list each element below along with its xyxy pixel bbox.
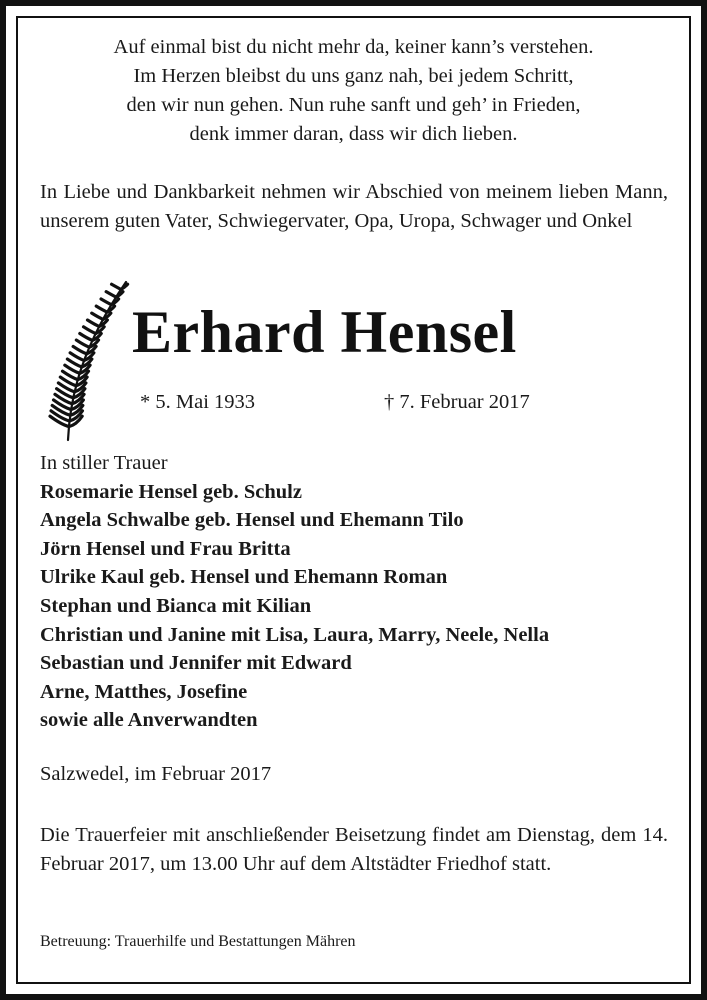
mourner-line: Arne, Matthes, Josefine bbox=[40, 680, 248, 703]
funeral-notice: Die Trauerfeier mit anschließender Beisetzung findet am Dienstag, dem 14. Februar 2017, um 13.00 Uhr auf dem Altstädter Friedhof statt. bbox=[40, 824, 668, 875]
palm-leaflet bbox=[84, 327, 96, 334]
poem bbox=[30, 33, 677, 149]
palm-leaflet bbox=[76, 340, 89, 347]
palm-frond-icon bbox=[40, 276, 136, 444]
poem-line: Im Herzen bleibst du uns ganz nah, bei jedem Schritt, bbox=[133, 65, 574, 87]
mourners-heading: In stiller Trauer bbox=[40, 452, 168, 474]
death-date: † 7. Februar 2017 bbox=[384, 391, 530, 413]
palm-leaflet bbox=[88, 320, 100, 326]
mourner-line: Rosemarie Hensel geb. Schulz bbox=[40, 480, 302, 503]
palm-leaflet bbox=[80, 333, 93, 340]
intro-text: In Liebe und Dankbarkeit nehmen wir Abschied von meinem lieben Mann, unserem guten Vater, Schwiegervater, Opa, Uropa, Schwager und Onkel bbox=[40, 181, 668, 232]
mourner-line: Christian und Janine mit Lisa, Laura, Marry, Neele, Nella bbox=[40, 623, 550, 646]
palm-leaflet bbox=[70, 353, 84, 361]
care-notice: Betreuung: Trauerhilfe und Bestattungen Mähren bbox=[40, 933, 356, 950]
mourner-line: Angela Schwalbe geb. Hensel und Ehemann Tilo bbox=[40, 509, 464, 532]
birth-date: * 5. Mai 1933 bbox=[140, 391, 256, 413]
mourner-line: Ulrike Kaul geb. Hensel und Ehemann Roman bbox=[40, 566, 448, 589]
mourners-block bbox=[40, 449, 549, 735]
palm-leaflet bbox=[92, 313, 103, 319]
mourner-line: Jörn Hensel und Frau Britta bbox=[40, 537, 291, 560]
mourner-line: Sebastian und Jennifer mit Edward bbox=[40, 652, 352, 675]
palm-leaflet bbox=[106, 292, 116, 297]
deceased-name: Erhard Hensel bbox=[132, 299, 517, 365]
palm-leaflet bbox=[101, 299, 111, 305]
poem-line: denk immer daran, dass wir dich lieben. bbox=[189, 123, 518, 145]
mourner-line: sowie alle Anverwandten bbox=[40, 709, 258, 732]
mourner-line: Stephan und Bianca mit Kilian bbox=[40, 594, 312, 617]
palm-leaflet bbox=[73, 346, 86, 353]
poem-line: Auf einmal bist du nicht mehr da, keiner kann’s verstehen. bbox=[113, 36, 594, 58]
poem-line: den wir nun gehen. Nun ruhe sanft und geh’ in Frieden, bbox=[126, 94, 581, 116]
palm-leaflet bbox=[112, 284, 121, 289]
palm-leaflet bbox=[96, 306, 107, 312]
place-date: Salzwedel, im Februar 2017 bbox=[40, 763, 272, 785]
